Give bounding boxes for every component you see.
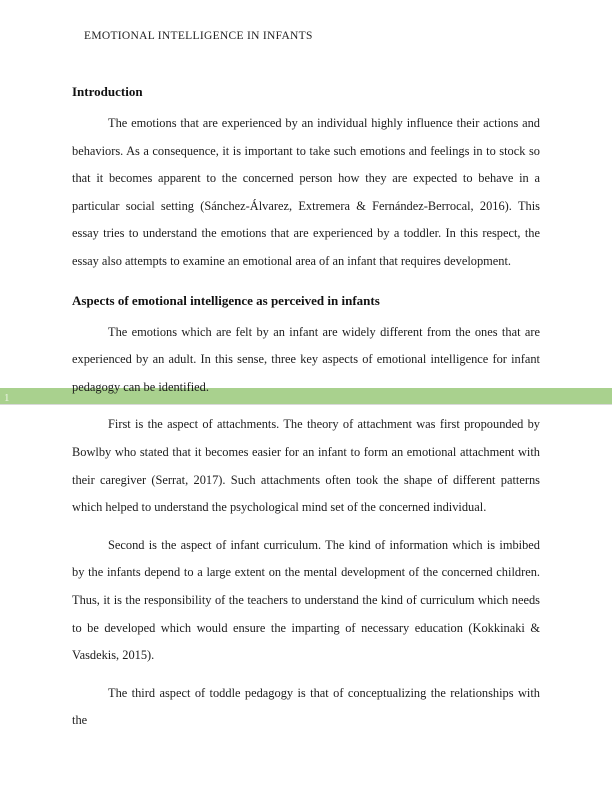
document-body <box>72 0 540 735</box>
section-heading-aspects: Aspects of emotional intelligence as perceived in infants <box>72 292 380 308</box>
paragraph-aspects-4: The third aspect of toddle pedagogy is that of conceptualizing the relationships with the <box>72 685 540 728</box>
highlight-marker-number: 1 <box>4 392 10 404</box>
paragraph-intro-1: The emotions that are experienced by an individual highly influence their actions and behaviors. As a consequence, it is important to take such emotions and feelings in to stock so that it becomes apparent to the concerned person how they are expected to behave in a particular social setting (Sánchez-Álvarez, Extremera & Fernández-Berrocal, 2016). This essay tries to understand the emotions that are experienced by a toddler. In this respect, the essay also attempts to examine an emotional area of an infant that requires development. <box>72 116 540 268</box>
running-head: EMOTIONAL INTELLIGENCE IN INFANTS <box>84 30 313 42</box>
paragraph-aspects-2: First is the aspect of attachments. The theory of attachment was first propounded by Bowlby who stated that it becomes easier for an infant to form an emotional attachment with their caregiver (Serrat, 2017). Such attachments often took the shape of different patterns which helped to understand the psychological mind set of the concerned individual. <box>72 417 540 515</box>
paragraph-aspects-1: The emotions which are felt by an infant are widely different from the ones that are experienced by an adult. In this sense, three key aspects of emotional intelligence for infant pedagogy can be identified. <box>72 324 540 394</box>
paragraph-aspects-3: Second is the aspect of infant curriculum. The kind of information which is imbibed by the infants depend to a large extent on the mental development of the concerned children. Thus, it is the responsibility of the teachers to understand the kind of curriculum which needs to be developed which would ensure the imparting of necessary education (Kokkinaki & Vasdekis, 2015). <box>72 537 540 663</box>
section-heading-introduction: Introduction <box>72 84 143 99</box>
